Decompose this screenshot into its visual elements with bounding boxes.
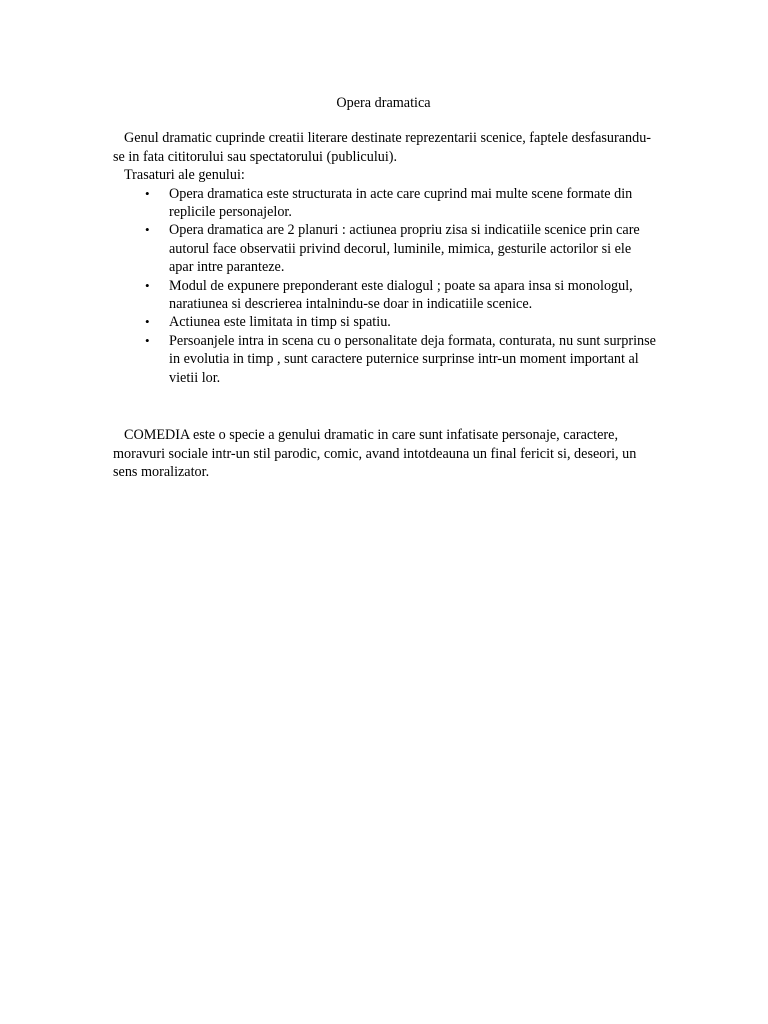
list-item-text: Actiunea este limitata in timp si spatiu.	[169, 314, 391, 331]
comedia-paragraph: COMEDIA este o specie a genului dramatic in care sunt infatisate personaje, caractere, moravuri sociale intr-un stil parodic, comic, avand intotdeauna un final fericit si, deseori, un sens moralizator.	[113, 427, 637, 480]
bullet-icon: •	[145, 314, 150, 330]
list-item	[145, 185, 658, 222]
bullet-icon: •	[145, 185, 150, 201]
list-item	[145, 277, 658, 314]
list-item	[145, 221, 658, 276]
features-subheading: Trasaturi ale genului:	[124, 167, 245, 184]
bullet-icon: •	[145, 222, 150, 238]
section-spacer	[113, 387, 658, 426]
document-title: Opera dramatica	[336, 95, 431, 111]
list-item-text: Opera dramatica are 2 planuri : actiunea propriu zisa si indicatiile scenice prin care autorul face observatii privind decorul, luminile, mimica, gesturile actorilor si ele apar intre paranteze.	[169, 222, 640, 276]
document-page	[113, 94, 658, 481]
list-item-text: Persoanjele intra in scena cu o personalitate deja formata, conturata, nu sunt surprinse in evolutia in timp , sunt caractere puternice surprinse intr-un moment important al vietii lor.	[169, 332, 656, 386]
bullet-icon: •	[145, 277, 150, 293]
list-item-text: Modul de expunere preponderant este dialogul ; poate sa apara insa si monologul, naratiunea si descrierea intalnindu-se doar in indicatiile scenice.	[169, 277, 633, 313]
bullet-icon: •	[145, 332, 150, 348]
list-item-text: Opera dramatica este structurata in acte care cuprind mai multe scene formate din replicile personajelor.	[169, 185, 633, 221]
features-list	[113, 185, 658, 387]
intro-paragraph: Genul dramatic cuprinde creatii literare destinate reprezentarii scenice, faptele desfasurandu-se in fata cititorului sau spectatorului (publicului).	[113, 130, 652, 165]
list-item	[145, 313, 658, 331]
list-item	[145, 332, 658, 387]
